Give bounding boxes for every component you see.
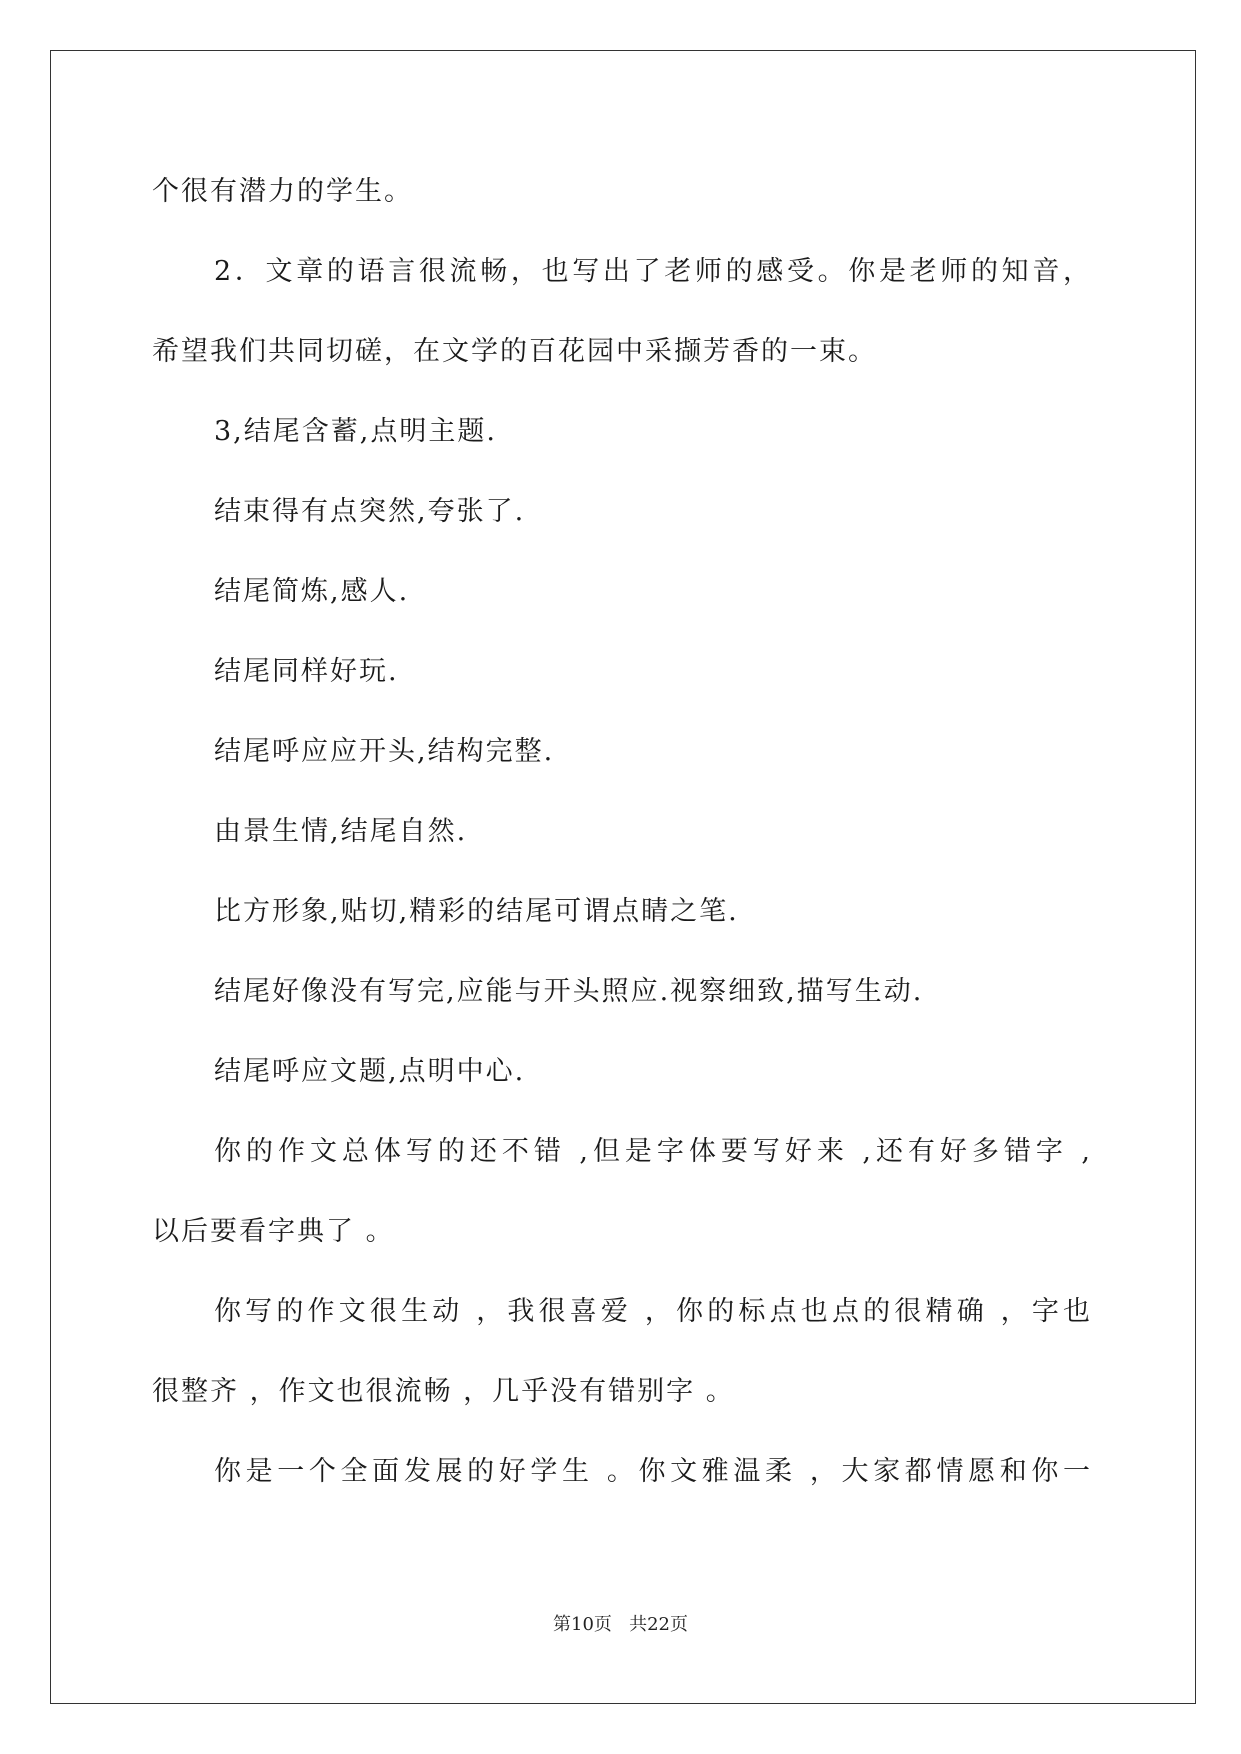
- text-line: 比方形象,贴切,精彩的结尾可谓点睛之笔.: [214, 896, 739, 927]
- text-line: 2．文章的语言很流畅，也写出了老师的感受。你是老师的知音，: [214, 256, 1092, 287]
- text-line: 3,结尾含蓄,点明主题.: [214, 416, 497, 447]
- text-line: 你写的作文很生动 ，我很喜爱 ，你的标点也点的很精确 ，字也: [214, 1296, 1092, 1327]
- text-line: 个很有潜力的学生。: [152, 176, 413, 207]
- text-line: 结尾同样好玩.: [214, 656, 399, 687]
- text-line: 很整齐 ，作文也很流畅 ，几乎没有错别字 。: [152, 1376, 735, 1407]
- text-line: 结尾呼应应开头,结构完整.: [214, 736, 555, 767]
- text-line: 结尾呼应文题,点明中心.: [214, 1056, 526, 1087]
- text-line: 你是一个全面发展的好学生 。你文雅温柔 ，大家都情愿和你一: [214, 1456, 1092, 1487]
- text-line: 以后要看字典了 。: [152, 1216, 395, 1247]
- text-line: 由景生情,结尾自然.: [214, 816, 468, 847]
- text-line: 结尾好像没有写完,应能与开头照应.视察细致,描写生动.: [214, 976, 924, 1007]
- text-line: 结尾简炼,感人.: [214, 576, 410, 607]
- text-line: 你的作文总体写的还不错 ,但是字体要写好来 ,还有好多错字 ,: [214, 1136, 1092, 1167]
- text-line: 希望我们共同切磋，在文学的百花园中采撷芳香的一束。: [152, 336, 877, 367]
- text-line: 结束得有点突然,夸张了.: [214, 496, 526, 527]
- page-number-footer: 第10页 共22页: [553, 1614, 688, 1635]
